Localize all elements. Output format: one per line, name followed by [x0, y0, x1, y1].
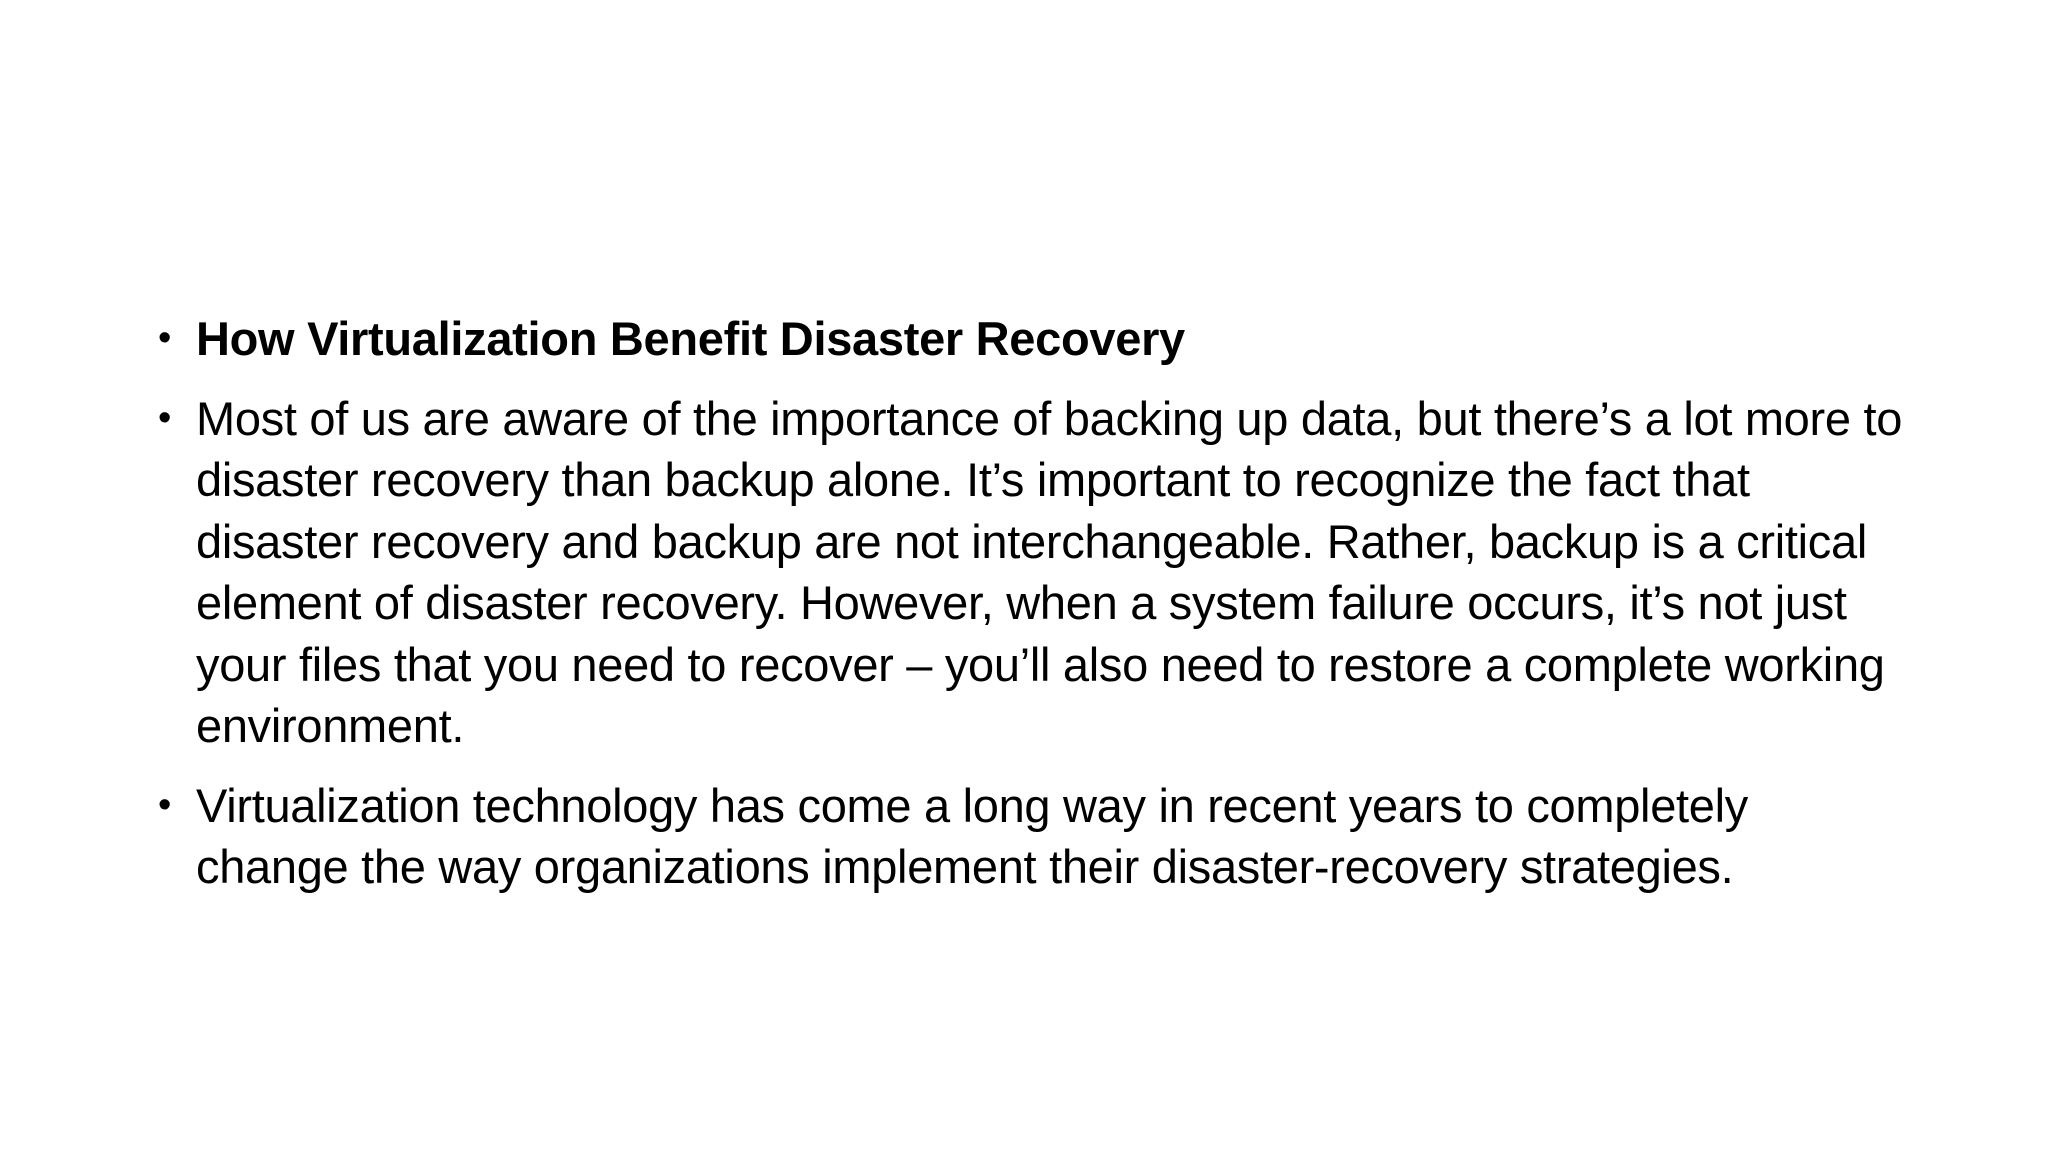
slide-body [150, 308, 1910, 916]
bullet-item-heading [150, 308, 1910, 370]
bullet-text: Virtualization technology has come a long way in recent years to completely change the way organizations implement their disaster-recovery strategies. [196, 778, 1748, 893]
bullet-text: Most of us are aware of the importance of backing up data, but there’s a lot more to disaster recovery than backup alone. It’s important to recognize the fact that disaster recovery and backup are not interchangeable. Rather, backup is a critical element of disaster recovery. However, when a system failure occurs, it’s not just your files that you need to recover – you’ll also need to restore a complete working environment. [196, 391, 1903, 752]
bullet-item-backup [150, 388, 1910, 757]
bullet-dot-icon: • [158, 783, 172, 826]
bullet-text: How Virtualization Benefit Disaster Recovery [196, 312, 1185, 365]
bullet-item-virtualization [150, 775, 1910, 898]
bullet-dot-icon: • [158, 317, 172, 359]
bullet-dot-icon: • [158, 396, 172, 439]
